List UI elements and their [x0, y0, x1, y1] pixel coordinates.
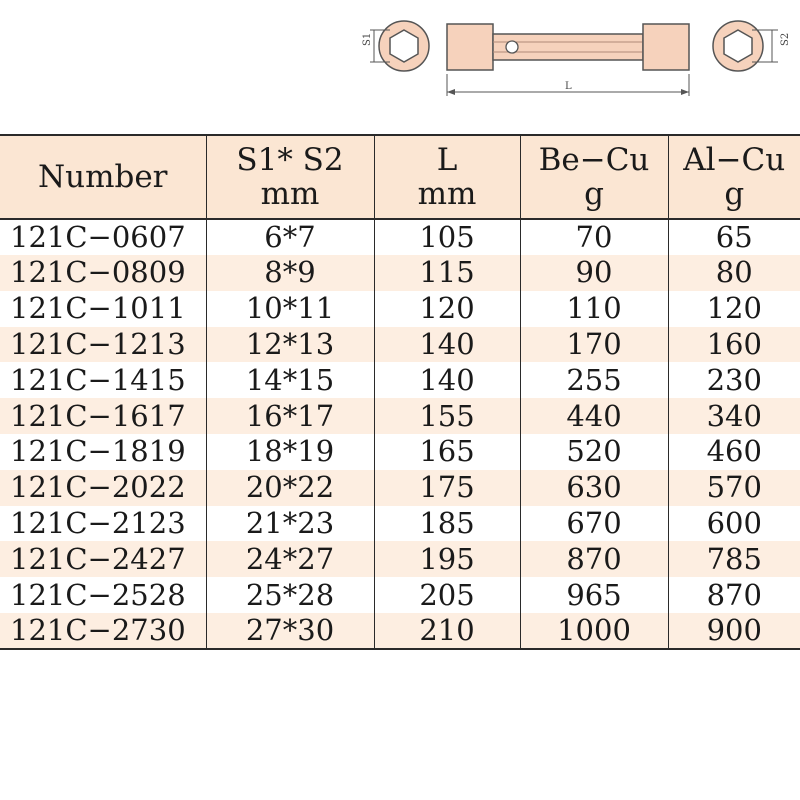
cell-size: 24*27 — [206, 541, 374, 577]
cell-size: 8*9 — [206, 255, 374, 291]
cell-number: 121C−1819 — [0, 434, 206, 470]
cell-number: 121C−0809 — [0, 255, 206, 291]
cell-number: 121C−2730 — [0, 613, 206, 649]
label-s1: S1 — [362, 32, 373, 46]
table-body — [0, 219, 800, 649]
header-row — [0, 135, 800, 219]
header-number-label: Number — [38, 159, 168, 195]
cell-size: 12*13 — [206, 327, 374, 363]
cell-al-cu: 120 — [668, 291, 800, 327]
header-length-label: L — [436, 142, 458, 178]
table-row — [0, 506, 800, 542]
cell-al-cu: 600 — [668, 506, 800, 542]
cell-length: 165 — [374, 434, 520, 470]
cell-be-cu: 630 — [520, 470, 668, 506]
table-row — [0, 398, 800, 434]
header-number — [0, 135, 206, 219]
header-al-cu-label: Al−Cu — [683, 142, 786, 178]
wrench-drawing — [0, 0, 800, 112]
table-row — [0, 327, 800, 363]
left-end-view — [362, 21, 429, 71]
side-view — [447, 24, 689, 96]
label-s2: S2 — [780, 32, 791, 46]
cell-al-cu: 900 — [668, 613, 800, 649]
cell-length: 140 — [374, 327, 520, 363]
header-be-cu — [520, 135, 668, 219]
cell-length: 210 — [374, 613, 520, 649]
cell-be-cu: 440 — [520, 398, 668, 434]
cell-number: 121C−1617 — [0, 398, 206, 434]
cell-number: 121C−1011 — [0, 291, 206, 327]
cell-number: 121C−1213 — [0, 327, 206, 363]
table-row — [0, 470, 800, 506]
wrench-diagram — [0, 0, 800, 112]
cell-size: 27*30 — [206, 613, 374, 649]
header-size-label: S1* S2 — [236, 142, 344, 178]
cell-length: 195 — [374, 541, 520, 577]
cell-be-cu: 70 — [520, 219, 668, 255]
cell-size: 21*23 — [206, 506, 374, 542]
header-al-cu — [668, 135, 800, 219]
cell-size: 10*11 — [206, 291, 374, 327]
cell-be-cu: 255 — [520, 362, 668, 398]
cell-length: 115 — [374, 255, 520, 291]
cell-length: 140 — [374, 362, 520, 398]
cell-length: 205 — [374, 577, 520, 613]
table-header — [0, 135, 800, 219]
cell-be-cu: 965 — [520, 577, 668, 613]
cell-number: 121C−0607 — [0, 219, 206, 255]
header-length-unit: mm — [417, 176, 477, 212]
header-length — [374, 135, 520, 219]
cell-size: 20*22 — [206, 470, 374, 506]
header-size — [206, 135, 374, 219]
cell-length: 175 — [374, 470, 520, 506]
cell-size: 25*28 — [206, 577, 374, 613]
table-row — [0, 613, 800, 649]
cell-al-cu: 785 — [668, 541, 800, 577]
cell-length: 155 — [374, 398, 520, 434]
header-be-cu-label: Be−Cu — [538, 142, 650, 178]
table-row — [0, 219, 800, 255]
cell-be-cu: 520 — [520, 434, 668, 470]
cell-size: 16*17 — [206, 398, 374, 434]
cell-number: 121C−2123 — [0, 506, 206, 542]
cell-be-cu: 90 — [520, 255, 668, 291]
table-row — [0, 541, 800, 577]
cell-length: 105 — [374, 219, 520, 255]
cell-be-cu: 1000 — [520, 613, 668, 649]
cell-size: 6*7 — [206, 219, 374, 255]
right-end-view — [713, 21, 791, 71]
cell-al-cu: 160 — [668, 327, 800, 363]
table-row — [0, 577, 800, 613]
cell-number: 121C−2528 — [0, 577, 206, 613]
spec-table-wrapper — [0, 134, 800, 650]
cell-number: 121C−1415 — [0, 362, 206, 398]
cell-al-cu: 870 — [668, 577, 800, 613]
cell-be-cu: 110 — [520, 291, 668, 327]
cell-be-cu: 670 — [520, 506, 668, 542]
header-be-cu-unit: g — [584, 176, 604, 212]
cell-al-cu: 230 — [668, 362, 800, 398]
cell-size: 14*15 — [206, 362, 374, 398]
cell-al-cu: 80 — [668, 255, 800, 291]
cell-size: 18*19 — [206, 434, 374, 470]
cell-be-cu: 170 — [520, 327, 668, 363]
label-l: L — [565, 81, 572, 92]
cell-number: 121C−2427 — [0, 541, 206, 577]
table-row — [0, 362, 800, 398]
header-al-cu-unit: g — [724, 176, 745, 212]
table-row — [0, 434, 800, 470]
cell-be-cu: 870 — [520, 541, 668, 577]
table-row — [0, 255, 800, 291]
cell-length: 185 — [374, 506, 520, 542]
spec-table — [0, 134, 800, 650]
table-row — [0, 291, 800, 327]
header-size-unit: mm — [260, 176, 320, 212]
cell-al-cu: 460 — [668, 434, 800, 470]
cell-length: 120 — [374, 291, 520, 327]
cell-al-cu: 340 — [668, 398, 800, 434]
cell-al-cu: 570 — [668, 470, 800, 506]
cell-number: 121C−2022 — [0, 470, 206, 506]
cell-al-cu: 65 — [668, 219, 800, 255]
